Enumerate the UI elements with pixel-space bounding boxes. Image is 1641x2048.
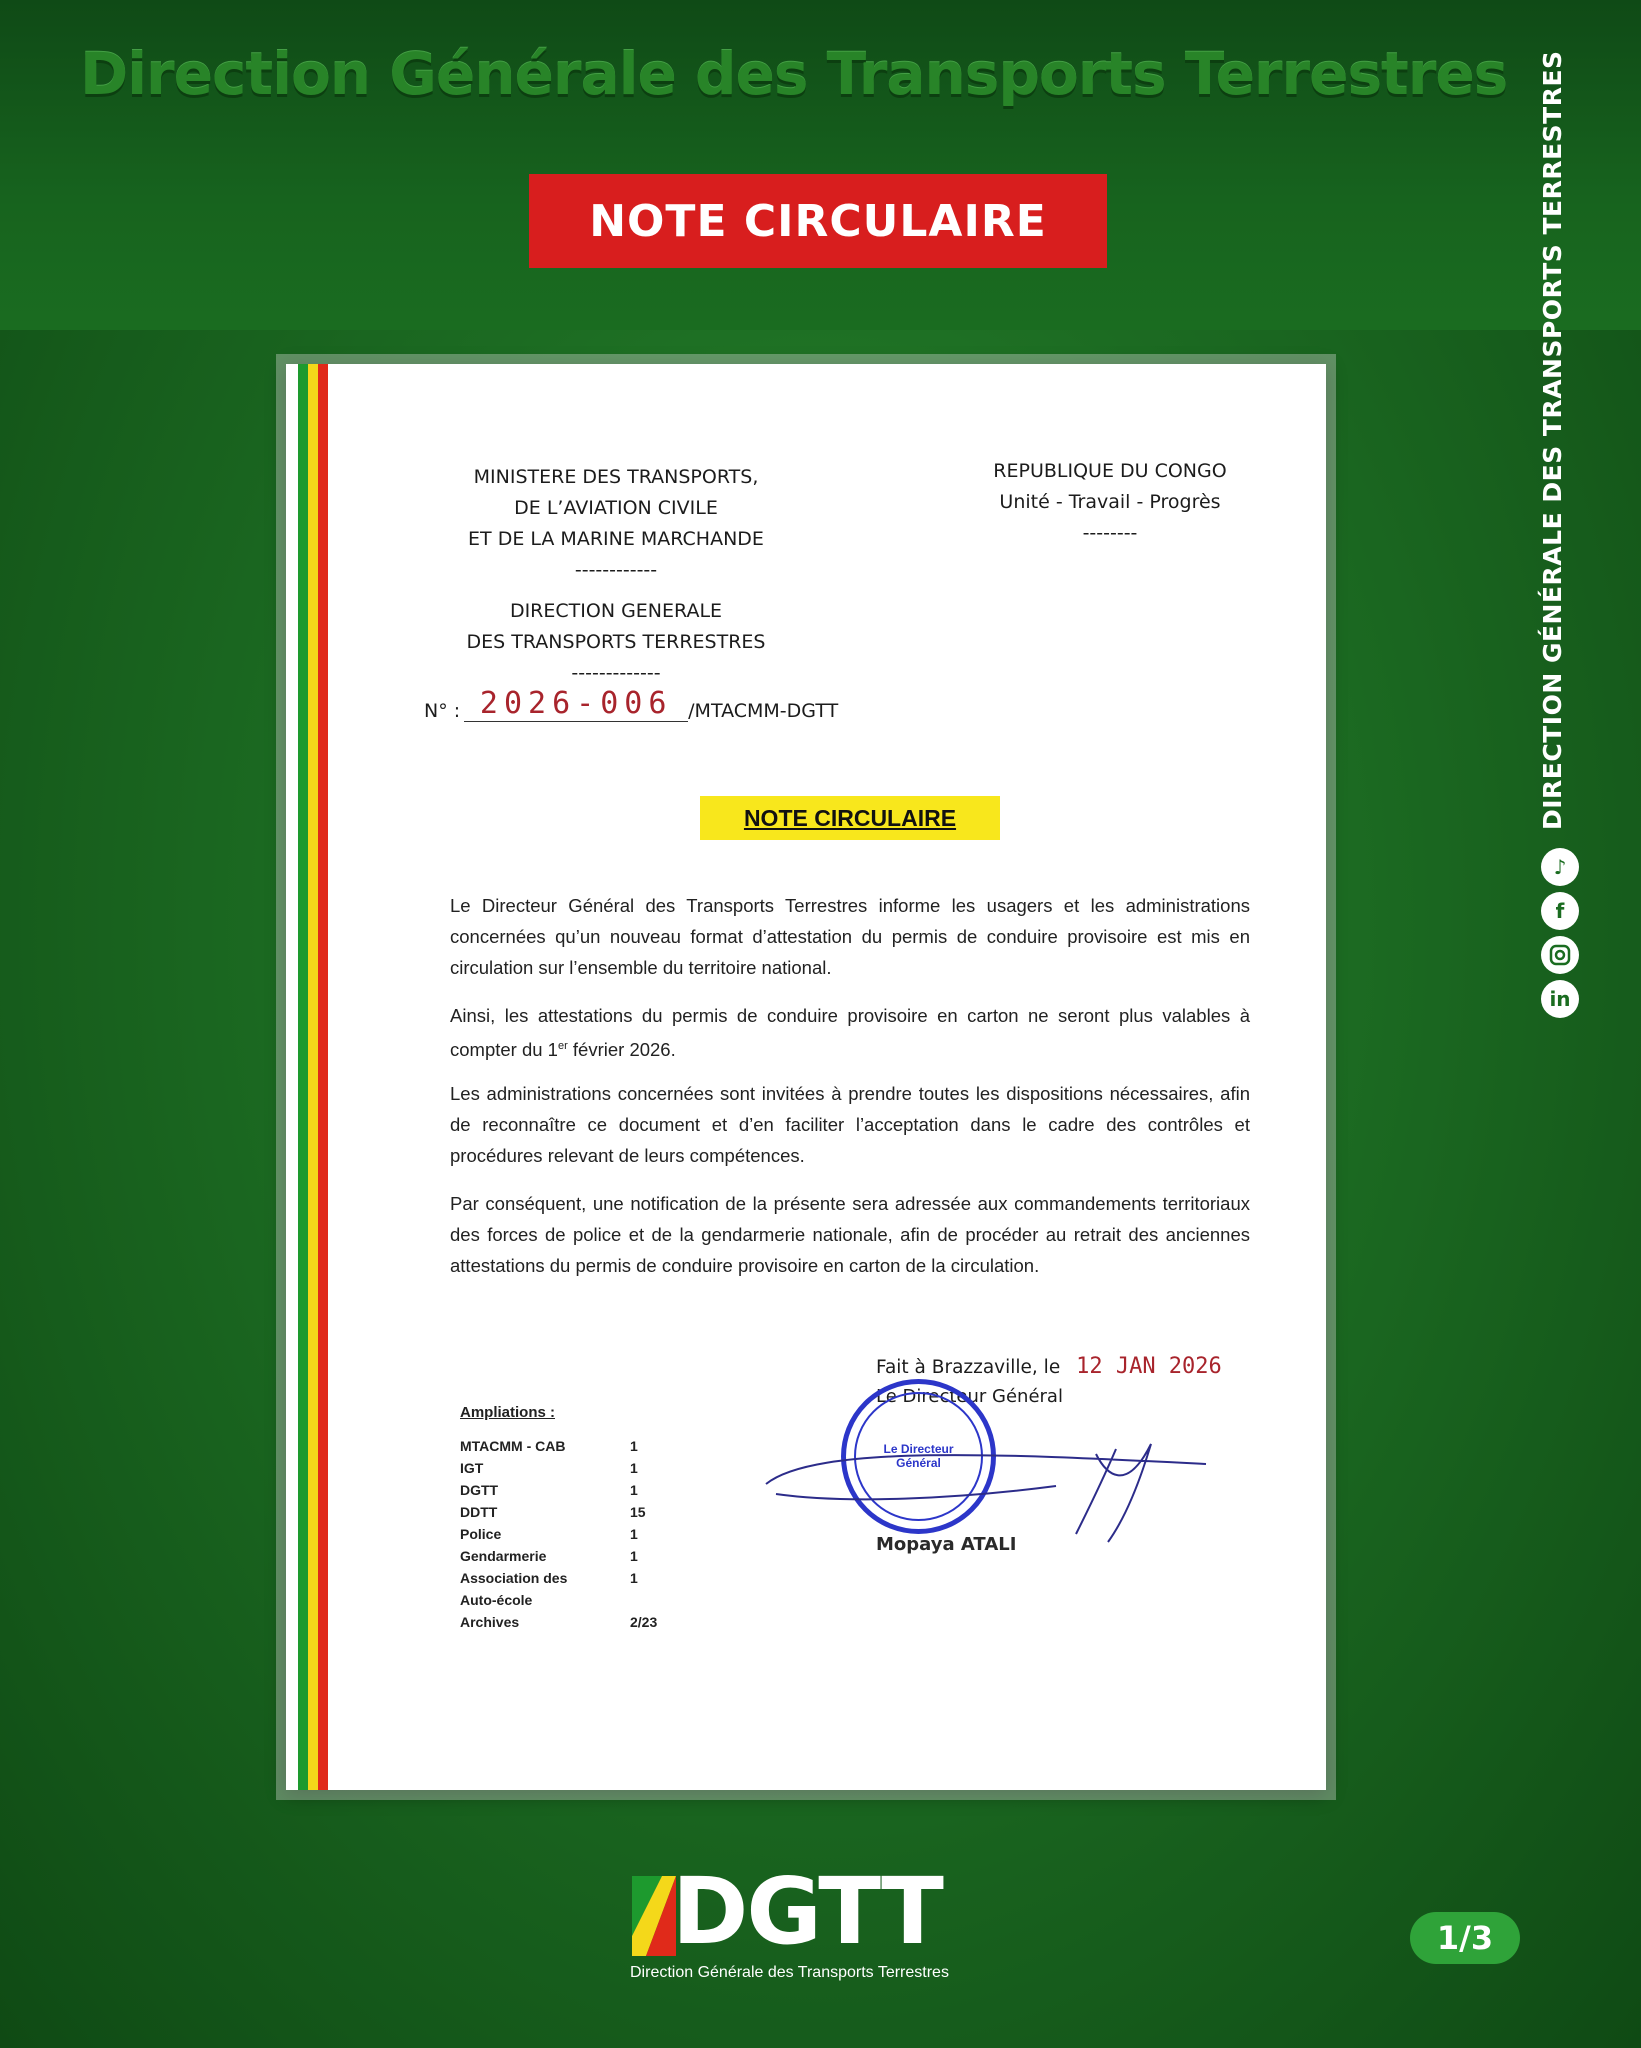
signatory-title: Le Directeur Général xyxy=(876,1386,1063,1407)
date-stamp: 12 JAN 2026 xyxy=(1076,1354,1222,1379)
ampliation-row xyxy=(460,1589,670,1611)
republic-line: -------- xyxy=(1082,522,1138,544)
ampliation-name: DGTT xyxy=(460,1482,499,1498)
ampliation-count xyxy=(630,1589,670,1611)
linkedin-icon[interactable]: in xyxy=(1541,980,1579,1018)
ampliation-count: 1 xyxy=(630,1482,638,1498)
ampliation-name: Auto-école xyxy=(460,1592,533,1608)
ministry-line: DE L’AVIATION CIVILE xyxy=(514,497,718,519)
ampliation-name: Archives xyxy=(460,1614,520,1630)
ampliation-count: 1 xyxy=(630,1438,638,1454)
ampliation-count: 1 xyxy=(630,1460,638,1476)
ampliation-row xyxy=(460,1523,670,1545)
ministry-line: ------------ xyxy=(574,559,658,581)
ampliations xyxy=(460,1404,670,1633)
ampliations-title: Ampliations : xyxy=(460,1404,556,1421)
ampliation-row xyxy=(460,1501,670,1523)
ministry-line: MINISTERE DES TRANSPORTS, xyxy=(473,466,759,488)
document-title: NOTE CIRCULAIRE xyxy=(700,796,1000,840)
republic-line: Unité - Travail - Progrès xyxy=(999,491,1221,513)
page-indicator: 1/3 xyxy=(1410,1912,1520,1964)
paragraph-2-end: février 2026. xyxy=(567,1039,676,1061)
logo-subtitle: Direction Générale des Transports Terrestres xyxy=(630,1964,949,1981)
ampliation-name: Police xyxy=(460,1526,502,1542)
number-value: 2026-006 xyxy=(479,686,673,721)
side-text: DIRECTION GÉNÉRALE DES TRANSPORTS TERRESTRES xyxy=(1538,50,1567,830)
paragraph-3: Les administrations concernées sont invitées à prendre toutes les dispositions nécessaires, afin de reconnaître ce document et d’en faciliter l’acceptation dans le cadre des contrôles et procédures relevant de leurs compétences. xyxy=(450,1083,1250,1166)
ampliation-name: DDTT xyxy=(460,1504,498,1520)
ampliation-count: 2/23 xyxy=(630,1614,658,1630)
stamp-line: Le Directeur xyxy=(883,1442,954,1456)
number-field xyxy=(464,686,688,722)
ampliation-count: 1 xyxy=(630,1570,638,1586)
paragraph-2-text: Ainsi, les attestations du permis de conduire provisoire en carton ne seront plus valables à compter du 1 xyxy=(450,1005,1250,1061)
instagram-icon[interactable] xyxy=(1541,936,1579,974)
signature xyxy=(756,1424,1236,1544)
background-title: Direction Générale des Transports Terrestres xyxy=(80,40,1508,108)
ampliation-row xyxy=(460,1545,670,1567)
flag-stripe-green xyxy=(298,364,308,1790)
signatory-name: Mopaya ATALI xyxy=(876,1534,1017,1555)
reference-number xyxy=(424,686,1024,722)
number-suffix: /MTACMM-DGTT xyxy=(688,700,839,722)
ampliation-count: 1 xyxy=(630,1526,638,1542)
ampliation-name: Gendarmerie xyxy=(460,1548,547,1564)
paragraph-4: Par conséquent, une notification de la présente sera adressée aux commandements territoriaux des forces de police et de la gendarmerie nationale, afin de procéder au retrait des anciennes attestations du permis de conduire provisoire en carton de la circulation. xyxy=(450,1193,1250,1276)
direction-line: DES TRANSPORTS TERRESTRES xyxy=(466,631,766,653)
ampliation-name: MTACMM - CAB xyxy=(460,1438,566,1454)
flag-stripe-red xyxy=(318,364,328,1790)
document-page xyxy=(286,364,1326,1790)
ampliation-row xyxy=(460,1435,670,1457)
direction-line: DIRECTION GENERALE xyxy=(509,600,723,622)
republic-line: REPUBLIQUE DU CONGO xyxy=(993,460,1227,482)
note-banner: NOTE CIRCULAIRE xyxy=(529,174,1107,268)
flag-stripe-yellow xyxy=(308,364,318,1790)
ministry-header xyxy=(446,462,786,586)
dgtt-logo xyxy=(630,1858,1010,1988)
ministry-line: ET DE LA MARINE MARCHANDE xyxy=(468,528,764,550)
republic-header xyxy=(970,456,1250,549)
number-label: N° : xyxy=(424,700,461,722)
direction-header xyxy=(446,596,786,689)
tiktok-icon[interactable]: ♪ xyxy=(1541,848,1579,886)
ampliation-row xyxy=(460,1479,670,1501)
paragraph-2 xyxy=(450,1000,1250,1065)
facebook-icon[interactable]: f xyxy=(1541,892,1579,930)
ampliation-row xyxy=(460,1567,670,1589)
ampliation-name: Association des xyxy=(460,1570,568,1586)
stamp-line: Général xyxy=(896,1456,941,1470)
ampliation-count: 15 xyxy=(630,1504,646,1520)
place-date xyxy=(876,1354,1222,1379)
direction-line: ------------- xyxy=(571,662,661,684)
place-text: Fait à Brazzaville, le xyxy=(876,1357,1061,1378)
ampliation-row xyxy=(460,1611,670,1633)
superscript: er xyxy=(557,1040,568,1052)
logo-text: DGTT xyxy=(672,1858,942,1965)
ampliation-row xyxy=(460,1457,670,1479)
paragraph-1: Le Directeur Général des Transports Terrestres informe les usagers et les administrations concernées qu’un nouveau format d’attestation du permis de conduire provisoire est mis en circulation sur l’ensemble du territoire national. xyxy=(450,895,1250,978)
flag-mark-icon xyxy=(632,1876,676,1956)
ampliation-count: 1 xyxy=(630,1548,638,1564)
ampliation-name: IGT xyxy=(460,1460,484,1476)
